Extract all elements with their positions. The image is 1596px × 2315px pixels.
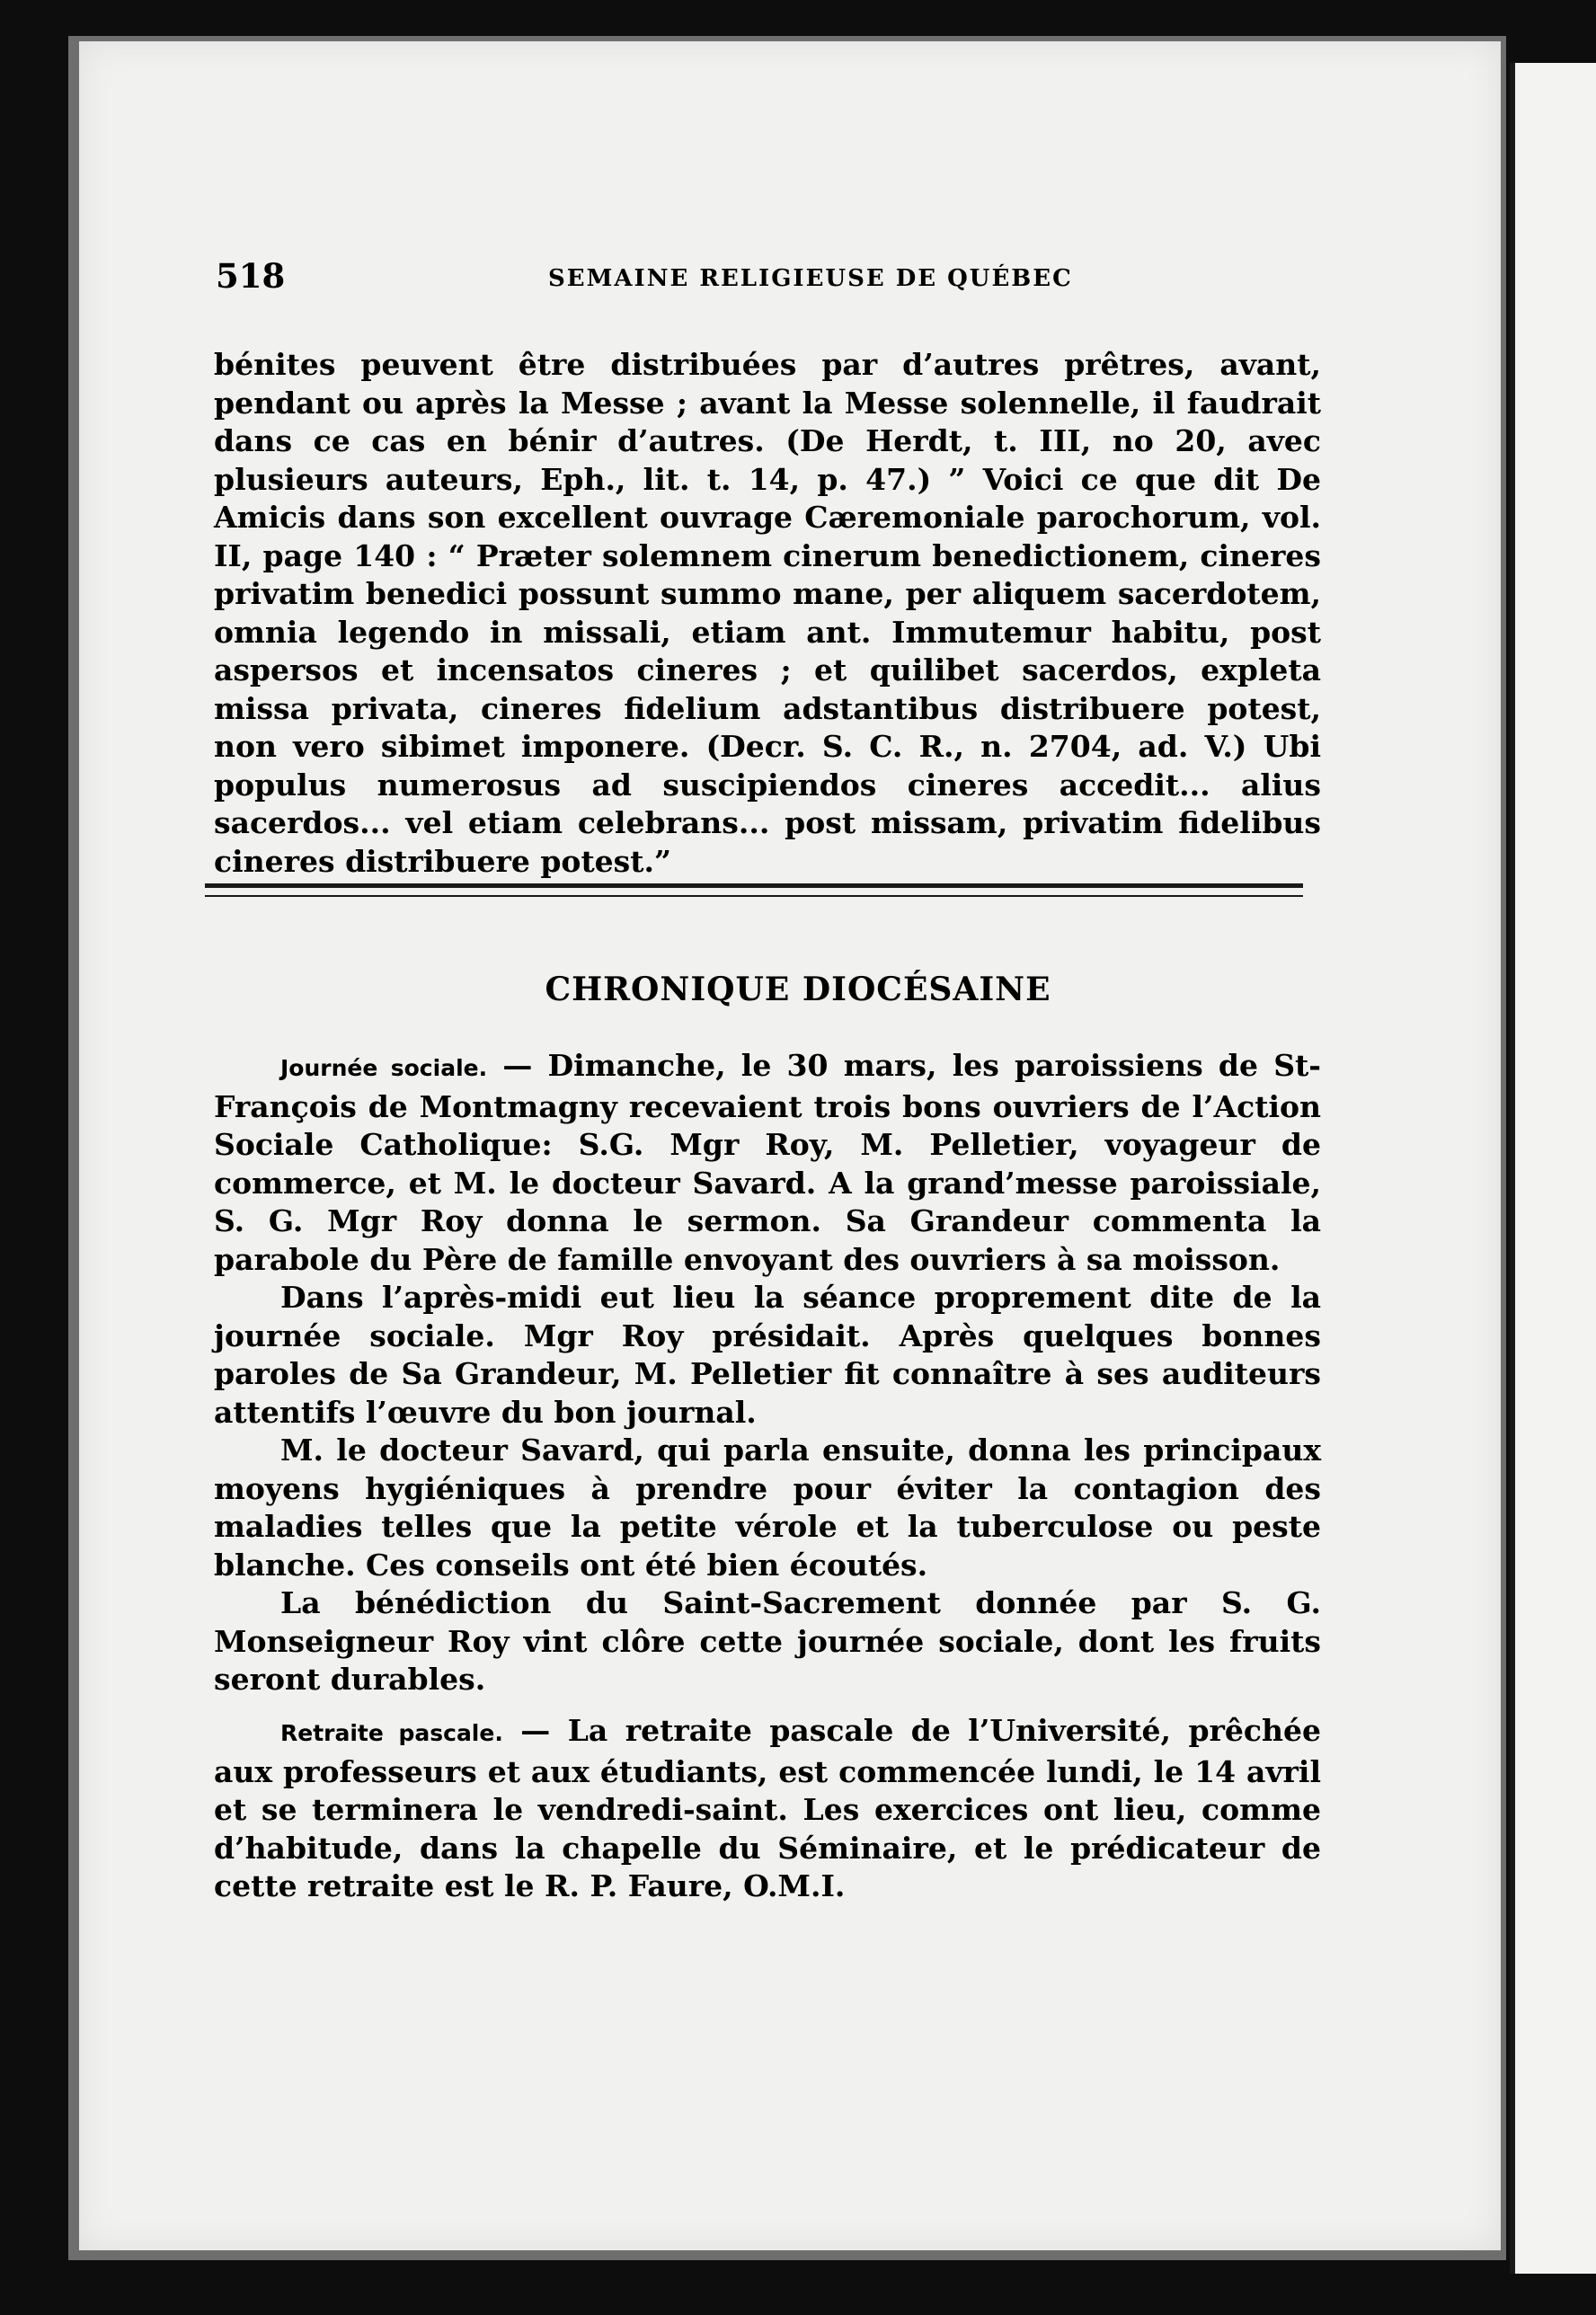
facing-page-edge bbox=[1510, 63, 1596, 2274]
page-number: 518 bbox=[216, 256, 286, 296]
continued-paragraph bbox=[214, 346, 1321, 881]
divider-thick-rule bbox=[205, 883, 1303, 888]
article-heading: Retraite pascale. bbox=[280, 1720, 503, 1746]
article-heading: Journée sociale. bbox=[280, 1055, 488, 1081]
section-divider bbox=[205, 883, 1303, 897]
article-paragraph: M. le docteur Savard, qui parla ensuite, donna les principaux moyens hygiéniques à prendre pour éviter la contagion des maladies telles que la petite vérole et la tuberculose ou peste blanche. Ces conseils ont été bien écoutés. bbox=[214, 1432, 1321, 1583]
running-head: SEMAINE RELIGIEUSE DE QUÉBEC bbox=[548, 265, 1073, 292]
section-title: CHRONIQUE DIOCÉSAINE bbox=[545, 971, 1051, 1008]
article-paragraph: La bénédiction du Saint-Sacrement donnée par S. G. Monseigneur Roy vint clôre cette journée sociale, dont les fruits seront durables. bbox=[214, 1585, 1321, 1697]
article-paragraph: Dans l’après-midi eut lieu la séance proprement dite de la journée sociale. Mgr Roy présidait. Après quelques bonnes paroles de Sa Grandeur, M. Pelletier fit connaître à ses auditeurs attentifs l’œuvre du bon journal. bbox=[214, 1280, 1321, 1430]
article-paragraph-text: — Dimanche, le 30 mars, les paroissiens de St-François de Montmagny recevaient trois bons ouvriers de l’Action Sociale Catholique: S.G. Mgr Roy, M. Pelletier, voyageur de commerce, et M. le docteur Savard. A la grand’messe paroissiale, S. G. Mgr Roy donna le sermon. Sa Grandeur commenta la parabole du Père de famille envoyant des ouvriers à sa moisson. bbox=[214, 1048, 1321, 1277]
article-paragraph bbox=[214, 1047, 1321, 1279]
article-journee-sociale bbox=[214, 1047, 1321, 1699]
divider-thin-rule bbox=[205, 895, 1303, 897]
article-retraite-pascale bbox=[214, 1712, 1321, 1906]
article-paragraph-text: — La retraite pascale de l’Université, prêchée aux professeurs et aux étudiants, est commencée lundi, le 14 avril et se terminera le vendredi-saint. Les exercices ont lieu, comme d’habitude, dans la chapelle du Séminaire, et le prédicateur de cette retraite est le R. P. Faure, O.M.I. bbox=[214, 1713, 1321, 1903]
article-paragraph bbox=[214, 1712, 1321, 1906]
page-header bbox=[216, 256, 1317, 301]
continued-text: bénites peuvent être distribuées par d’autres prêtres, avant, pendant ou après la Messe ; avant la Messe solennelle, il faudrait dans ce cas en bénir d’autres. (De Herdt, t. III, no 20, avec plusieurs auteurs, Eph., lit. t. 14, p. 47.) ” Voici ce que dit De Amicis dans son excellent ouvrage Cæremoniale parochorum, vol. II, page 140 : “ Præter solemnem cinerum benedictionem, cineres privatim benedici possunt summo mane, per aliquem sacerdotem, omnia legendo in missali, etiam ant. Immutemur habitu, post aspersos et incensatos cineres ; et quilibet sacerdos, expleta missa privata, cineres fidelium adstantibus distribuere potest, non vero sibimet imponere. (Decr. S. C. R., n. 2704, ad. V.) Ubi populus numerosus ad suscipiendos cineres accedit... alius sacerdos... vel etiam celebrans... post missam, privatim fidelibus cineres distribuere potest.” bbox=[214, 347, 1321, 879]
